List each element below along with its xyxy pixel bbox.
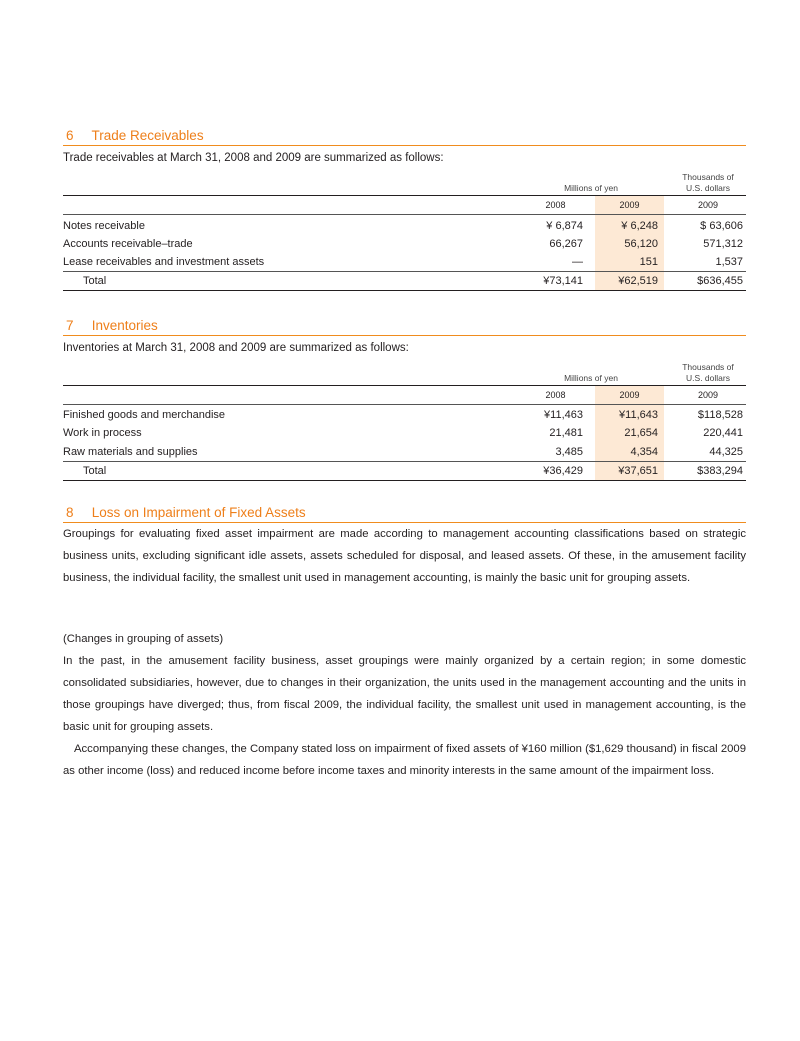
cell-2009-usd: $ 63,606 bbox=[700, 220, 743, 232]
cell-2008-yen: 21,481 bbox=[549, 427, 583, 439]
year-header: 2008 bbox=[545, 390, 566, 400]
table-bottom-rule bbox=[63, 290, 746, 291]
year-header: 2009 bbox=[697, 200, 719, 210]
paragraph-accompanying: Accompanying these changes, the Company stated loss on impairment of fixed assets of ¥160 million ($1,629 thousand) in fiscal 2009 as other income (loss) and reduced income before income taxes and minority interests in the same amount of the impairment loss. bbox=[63, 743, 746, 777]
cell-2009-usd: 220,441 bbox=[703, 427, 743, 439]
usd-header-line1: Thousands of bbox=[682, 172, 734, 182]
cell-2008-yen: ¥ 6,874 bbox=[546, 220, 583, 232]
cell-2008-yen: 3,485 bbox=[555, 446, 583, 458]
cell-2009-yen: 4,354 bbox=[630, 446, 658, 458]
cell-2009-yen: 21,654 bbox=[624, 427, 658, 439]
section-title-inventories bbox=[63, 317, 746, 336]
subheading-changes: (Changes in grouping of assets) bbox=[63, 633, 224, 645]
table-row bbox=[63, 424, 746, 442]
table-row bbox=[63, 406, 746, 424]
total-2009-usd: $636,455 bbox=[697, 275, 743, 287]
usd-header-line2: U.S. dollars bbox=[686, 373, 730, 383]
total-row bbox=[63, 462, 746, 480]
section-number: 6 bbox=[66, 128, 74, 143]
row-label: Finished goods and merchandise bbox=[63, 409, 226, 421]
header-rule bbox=[63, 385, 746, 386]
total-row bbox=[63, 272, 746, 290]
table-row bbox=[63, 235, 746, 253]
table-row bbox=[63, 253, 746, 271]
total-2008-yen: ¥36,429 bbox=[543, 465, 583, 477]
section-intro: Trade receivables at March 31, 2008 and 2009 are summarized as follows: bbox=[63, 152, 444, 164]
year-rule bbox=[63, 214, 746, 215]
year-header: 2009 bbox=[697, 390, 719, 400]
row-label: Lease receivables and investment assets bbox=[63, 256, 265, 268]
row-label: Work in process bbox=[63, 427, 142, 439]
year-header: 2009 bbox=[619, 390, 640, 400]
cell-2009-usd: 571,312 bbox=[703, 238, 743, 250]
cell-2009-yen: ¥11,643 bbox=[619, 409, 658, 421]
usd-header-line1: Thousands of bbox=[682, 362, 734, 372]
cell-2008-yen: ¥11,463 bbox=[544, 409, 583, 421]
cell-2009-usd: 44,325 bbox=[709, 446, 743, 458]
yen-header: Millions of yen bbox=[564, 373, 618, 383]
table-row bbox=[63, 443, 746, 461]
year-header: 2008 bbox=[545, 200, 566, 210]
total-label: Total bbox=[83, 465, 107, 477]
cell-2008-yen: 66,267 bbox=[549, 238, 583, 250]
yen-header: Millions of yen bbox=[564, 183, 618, 193]
total-2008-yen: ¥73,141 bbox=[543, 275, 583, 287]
section-heading: Inventories bbox=[91, 318, 158, 333]
cell-2009-usd: $118,528 bbox=[697, 409, 743, 421]
section-number: 8 bbox=[66, 505, 74, 520]
table-bottom-rule bbox=[63, 480, 746, 481]
row-label: Accounts receivable–trade bbox=[63, 238, 193, 250]
row-label: Raw materials and supplies bbox=[63, 446, 198, 458]
section-title-impairment bbox=[63, 504, 746, 523]
year-rule bbox=[63, 404, 746, 405]
section-title-trade-receivables bbox=[63, 127, 746, 146]
cell-2009-yen: 56,120 bbox=[624, 238, 658, 250]
row-label: Notes receivable bbox=[63, 220, 145, 232]
total-2009-yen: ¥37,651 bbox=[618, 465, 658, 477]
cell-2009-yen: ¥ 6,248 bbox=[621, 220, 658, 232]
section-heading: Trade Receivables bbox=[91, 128, 204, 143]
total-2009-yen: ¥62,519 bbox=[618, 275, 658, 287]
total-2009-usd: $383,294 bbox=[697, 465, 743, 477]
table-row bbox=[63, 217, 746, 235]
usd-header-line2: U.S. dollars bbox=[686, 183, 730, 193]
cell-2009-yen: 151 bbox=[639, 256, 658, 268]
cell-2008-yen: — bbox=[572, 256, 583, 268]
section-intro: Inventories at March 31, 2008 and 2009 are summarized as follows: bbox=[63, 342, 409, 354]
section-heading: Loss on Impairment of Fixed Assets bbox=[91, 505, 306, 520]
total-label: Total bbox=[83, 275, 107, 287]
section-number: 7 bbox=[66, 318, 74, 333]
paragraph-changes: In the past, in the amusement facility business, asset groupings were mainly organized by a certain region; in some domestic consolidated subsidiaries, however, due to changes in their organization, the units used in the management accounting and the units in those groupings have diverged; thus, from fiscal 2009, the individual facility, the smallest unit used in management accounting, is the basic unit for grouping assets. bbox=[63, 655, 746, 733]
header-rule bbox=[63, 195, 746, 196]
paragraph-groupings: Groupings for evaluating fixed asset impairment are made according to management accounting classifications based on strategic business units, excluding significant idle assets, assets scheduled for disposal, and leased assets. Of these, in the amusement facility business, the individual facility, the smallest unit used in management accounting, is mainly the basic unit for grouping assets. bbox=[63, 528, 746, 584]
cell-2009-usd: 1,537 bbox=[715, 256, 743, 268]
year-header: 2009 bbox=[619, 200, 640, 210]
